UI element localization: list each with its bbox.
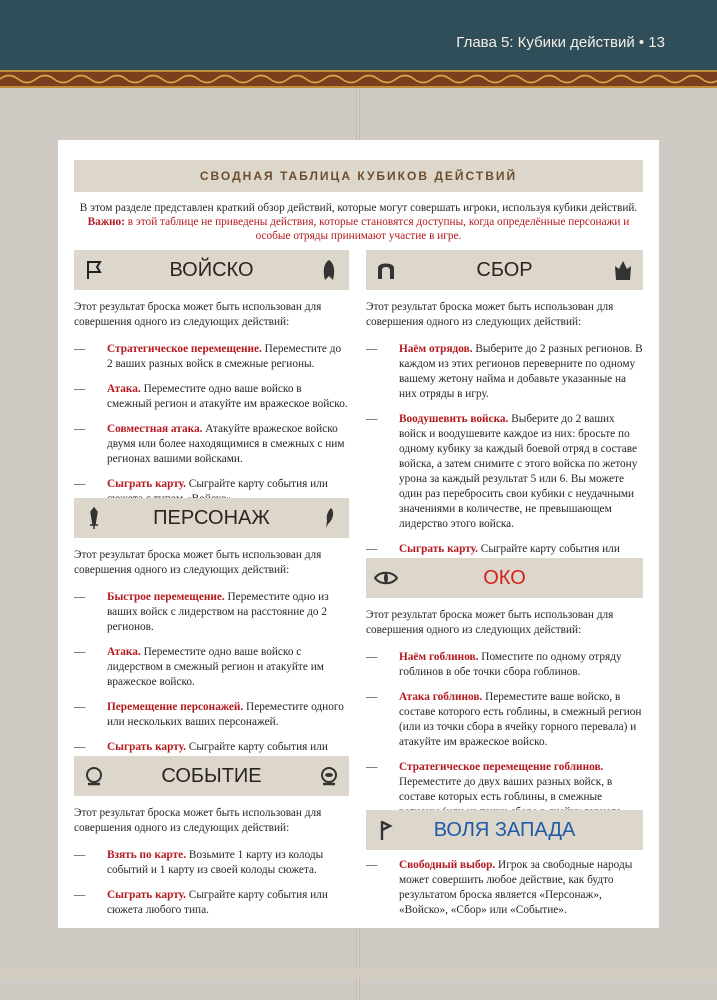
character-header	[74, 498, 349, 538]
chapter-header	[0, 0, 717, 70]
eye-lead: Этот результат броска может быть использован для совершения одного из следующих действий:	[366, 609, 614, 636]
army-lead: Этот результат броска может быть использован для совершения одного из следующих действий:	[74, 301, 322, 328]
list-item: — Атака. Переместите одно ваше войско в смежный регион и атакуйте им вражеское войско.	[74, 383, 348, 410]
eye-header	[366, 558, 643, 598]
list-item: — Свободный выбор. Игрок за свободные народы может совершить любое действие, как будто результатом броска является «Персонаж», «Войско», «Сбор» или «Событие».	[366, 859, 633, 916]
list-item: — Стратегическое перемещение гоблинов. Переместите до двух ваших разных войск, в составе которых есть гоблины, в смежные	[366, 761, 613, 803]
character-title: ПЕРСОНАЖ	[153, 507, 270, 529]
list-item: — Сыграть карту. Сыграйте карту события или	[366, 543, 620, 555]
list-item: — Перемещение персонажей. Переместите одного или нескольких ваших персонажей.	[74, 701, 344, 728]
army-header	[74, 250, 349, 290]
list-item: — Наём гоблинов. Поместите по одному отряду гоблинов в обе точки сбора гоблинов.	[366, 651, 622, 678]
eye-palantir-icon	[317, 764, 341, 788]
eye-section	[366, 558, 643, 845]
will-section	[366, 810, 643, 928]
bottom-ornament	[0, 968, 717, 978]
character-section	[74, 498, 349, 780]
character-lead: Этот результат броска может быть использован для совершения одного из следующих действий:	[74, 549, 322, 576]
muster-section	[366, 250, 643, 582]
feather-icon	[317, 506, 341, 530]
muster-header	[366, 250, 643, 290]
helmet-icon	[317, 258, 341, 282]
event-lead: Этот результат броска может быть использован для совершения одного из следующих действий:	[74, 807, 322, 834]
list-item: — Стратегическое перемещение. Переместите до 2 ваших разных войск в смежные регионы.	[74, 343, 342, 370]
chapter-title: Глава 5: Кубики действий • 13	[456, 34, 665, 51]
eye-title: ОКО	[483, 567, 526, 589]
list-item: — Сыграть карту. Сыграйте карту события или сюжета любого типа.	[74, 889, 328, 916]
event-header	[74, 756, 349, 796]
event-title: СОБЫТИЕ	[161, 765, 262, 787]
summary-title: СВОДНАЯ ТАБЛИЦА КУБИКОВ ДЕЙСТВИЙ	[74, 160, 643, 192]
list-item: — Сыграть карту. Сыграйте карту события или	[74, 478, 328, 490]
list-item: — Взять по карте. Возьмите 1 карту из колоды событий и 1 карту из своей колоды сюжета.	[74, 849, 324, 876]
crown-helmet-icon	[611, 258, 635, 282]
event-section	[74, 756, 349, 928]
muster-title: СБОР	[476, 259, 533, 281]
will-title: ВОЛЯ ЗАПАДА	[433, 819, 576, 841]
list-item: — Совместная атака. Атакуйте вражеское войско двумя или более находящимися в смежных с ним регионах вашими войсками.	[74, 423, 345, 465]
list-item: — Атака гоблинов. Переместите ваше войско, в составе которого есть гоблины, в смежный регион (или из точки сбора в ячейку горного перевала) и атакуйте им вражеское войско.	[366, 691, 642, 748]
will-header	[366, 810, 643, 850]
army-section	[74, 250, 349, 517]
list-item: — Наём отрядов. Выберите до 2 разных регионов. В каждом из этих регионов переверните по одному вашему жетону найма и добавьте указанные на них отряды в игру.	[366, 343, 643, 400]
list-item: — Сыграть карту. Сыграйте карту события или	[74, 741, 328, 753]
summary-intro	[74, 201, 643, 243]
muster-lead: Этот результат броска может быть использован для совершения одного из следующих действий:	[366, 301, 614, 328]
army-title: ВОЙСКО	[169, 259, 254, 281]
ornamental-border	[0, 70, 717, 88]
important-text: в этой таблице не приведены действия, которые становятся доступны, когда определённые персонажи и особые отряды принимают участие в игре.	[124, 216, 630, 242]
intro-text: В этом разделе представлен краткий обзор действий, которые могут совершать игроки, используя кубики действий.	[79, 202, 638, 214]
list-item: — Атака. Переместите одно ваше войско с лидерством в смежный регион и атакуйте им вражеское войско.	[74, 646, 324, 688]
list-item: — Воодушевить войска. Выберите до 2 ваших войск и воодушевите каждое из них: бросьте по одному кубику за каждый боевой отряд в составе войска, а затем снимите с этого войска по жетону урона за каждый результат 5 или 6. Вы можете один раз перебросить свои кубики с неудачными значениями в количестве, не превышающем лидерство этого войска.	[366, 413, 638, 530]
important-label: Важно:	[87, 216, 125, 228]
list-item: — Быстрое перемещение. Переместите одно из ваших войск с лидерством на расстояние до 2 регионов.	[74, 591, 329, 633]
